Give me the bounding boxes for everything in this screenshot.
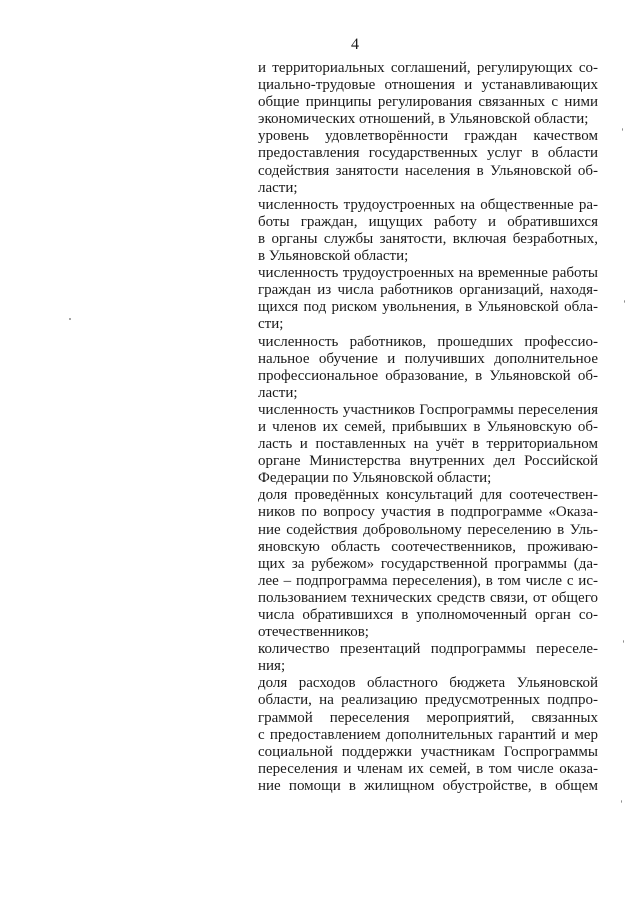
text-line: экономических отношений, в Ульяновской области; [258, 111, 589, 128]
text-line: боты граждан, ищущих работу и обратившихся [258, 213, 598, 230]
text-line: числа обратившихся в уполномоченный орган со- [258, 607, 598, 623]
text-line: нальное обучение и получивших дополнительное [258, 350, 598, 367]
text-line: пользованием технических средств связи, от общего [258, 589, 598, 606]
document-body [258, 60, 598, 795]
text-line: ласть и поставленных на учёт в территориальном [258, 436, 598, 453]
paragraph [258, 641, 598, 675]
text-line: предоставления государственных услуг в области [258, 145, 598, 162]
paragraph [258, 128, 598, 196]
text-line: численность трудоустроенных на общественные ра- [258, 196, 598, 213]
text-line: ние содействия добровольному переселению в Уль- [258, 521, 598, 538]
text-line: органе Министерства внутренних дел Российской [258, 453, 598, 470]
paragraph [258, 334, 598, 402]
text-line: социальной поддержки участникам Госпрограммы [258, 743, 598, 760]
text-line: общие принципы регулирования связанных с ними [258, 94, 598, 111]
text-line: численность трудоустроенных на временные работы [258, 265, 598, 282]
text-line: ников по вопросу участия в подпрограмме «Оказа- [258, 504, 598, 521]
text-line: доля расходов областного бюджета Ульяновской [258, 675, 598, 692]
text-line: ласти; [258, 179, 298, 196]
paragraph [258, 487, 598, 641]
text-line: профессиональное образование, в Ульяновской об- [258, 367, 598, 384]
scan-speck [621, 800, 622, 803]
text-line: в органы службы занятости, включая безработных, [258, 230, 598, 247]
text-line: лее – подпрограмма переселения), в том числе с ис- [258, 572, 598, 589]
text-line: численность работников, прошедших профессио- [258, 333, 598, 350]
text-line: яновскую область соотечественников, проживаю- [258, 538, 598, 555]
text-line: численность участников Госпрограммы переселения [258, 401, 598, 418]
text-line: переселения и членам их семей, в том числе оказа- [258, 760, 598, 777]
scan-speck [69, 318, 71, 320]
text-line: в Ульяновской области; [258, 248, 409, 265]
text-line: ние помощи в жилищном обустройстве, в общем [258, 777, 598, 794]
paragraph [258, 197, 598, 265]
text-line: и территориальных соглашений, регулирующих со- [258, 60, 598, 76]
text-line: Федерации по Ульяновской области; [258, 470, 492, 487]
text-line: отечественников; [258, 624, 369, 641]
paragraph [258, 60, 598, 128]
text-line: ния; [258, 658, 286, 675]
text-line: содействия занятости населения в Ульяновской об- [258, 162, 598, 179]
paragraph [258, 675, 598, 795]
text-line: циально-трудовые отношения и устанавливающих [258, 77, 598, 94]
scan-speck [622, 128, 623, 131]
text-line: доля проведённых консультаций для соотечествен- [258, 487, 598, 504]
text-line: области, на реализацию предусмотренных подпро- [258, 692, 598, 709]
text-line: и членов их семей, прибывших в Ульяновскую об- [258, 418, 598, 435]
page-number: 4 [351, 36, 359, 53]
text-line: ласти; [258, 384, 298, 401]
text-line: щих за рубежом» государственной программы (да- [258, 555, 598, 572]
text-line: уровень удовлетворённости граждан качеством [258, 128, 598, 145]
text-line: щихся под риском увольнения, в Ульяновской обла- [258, 299, 598, 316]
text-line: граждан из числа работников организаций, находя- [258, 282, 598, 299]
scan-speck [624, 300, 625, 303]
scan-speck [623, 640, 624, 643]
paragraph [258, 265, 598, 333]
text-line: количество презентаций подпрограммы переселе- [258, 641, 598, 658]
paragraph [258, 402, 598, 487]
text-line: граммой переселения мероприятий, связанных [258, 709, 598, 726]
text-line: с предоставлением дополнительных гарантий и мер [258, 726, 598, 743]
text-line: сти; [258, 316, 284, 333]
